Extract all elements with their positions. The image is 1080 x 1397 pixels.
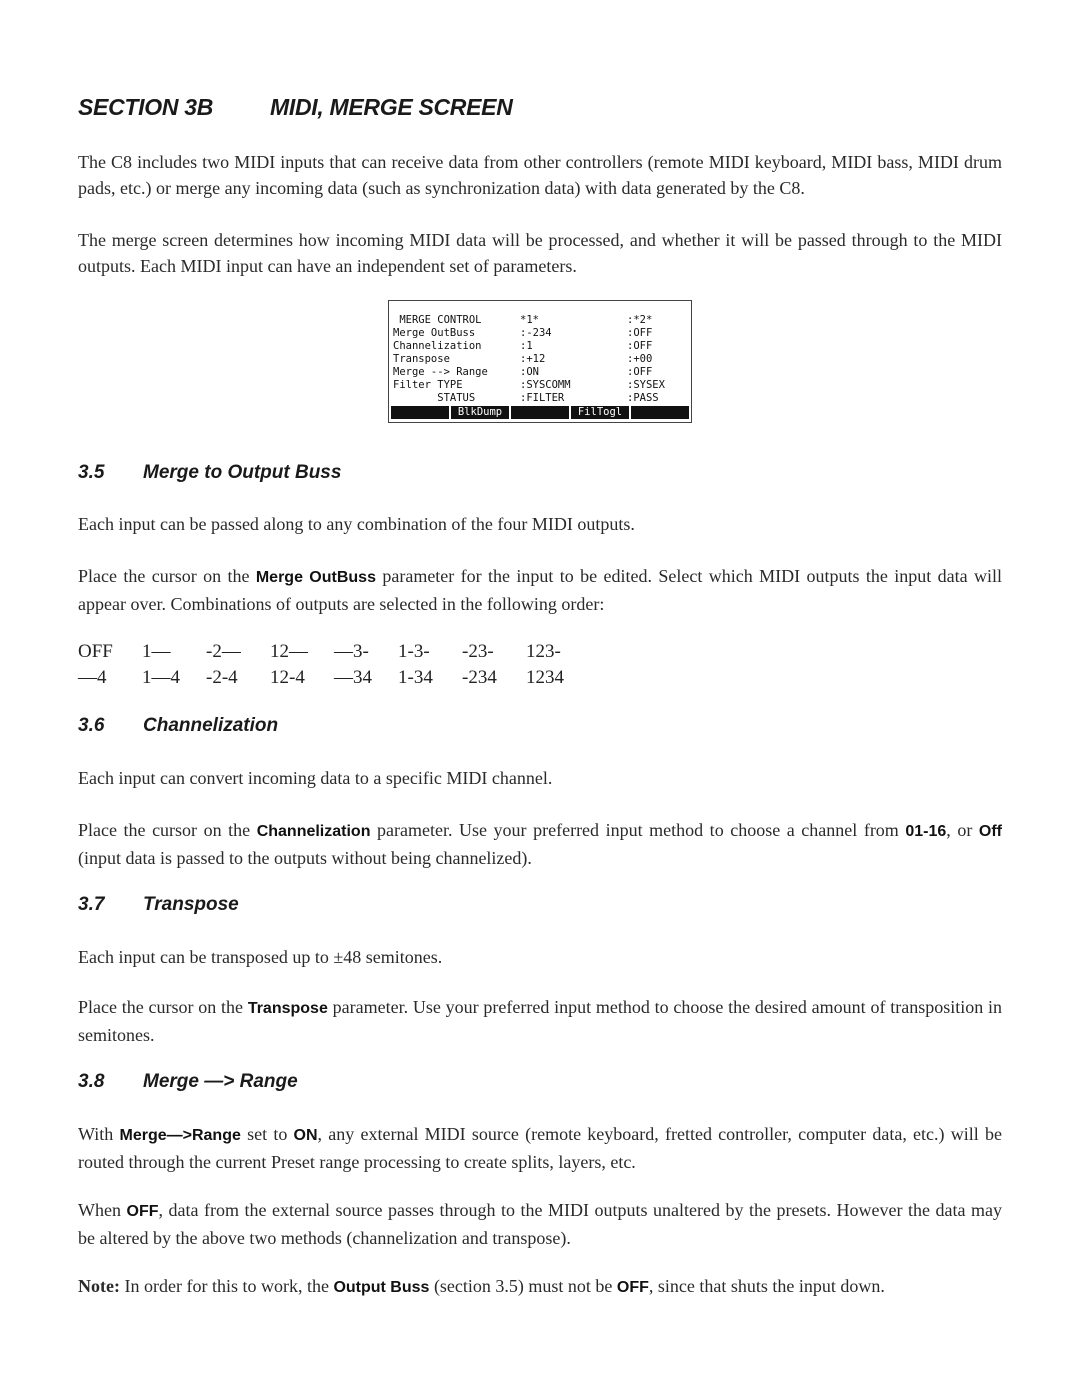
- heading-title: Transpose: [143, 894, 239, 915]
- heading-title: Merge to Output Buss: [143, 462, 342, 483]
- lcd-param-label: Filter TYPE: [393, 379, 463, 391]
- lcd-row: [393, 314, 687, 327]
- lcd-merge-screen: [388, 300, 692, 423]
- text-segment: , any external MIDI source (remote keyboard, fretted controller, computer data, etc.) will be routed through the current Preset range processing to create splits, layers, etc.: [78, 1124, 1002, 1172]
- text-segment: With: [78, 1124, 120, 1144]
- bold-term: Output Buss: [333, 1279, 430, 1296]
- bold-term: OFF: [126, 1203, 159, 1220]
- text-segment: Place the cursor on the: [78, 997, 248, 1017]
- combo-item: 1—: [142, 641, 171, 662]
- lcd-param-value: :SYSCOMM: [520, 379, 571, 391]
- output-combinations: [78, 639, 590, 691]
- lcd-param-value: :PASS: [627, 392, 659, 404]
- heading-3-7: [78, 894, 1002, 916]
- lcd-param-label: Channelization: [393, 340, 482, 352]
- bold-term: ON: [293, 1127, 318, 1144]
- text-segment: , or: [946, 820, 979, 840]
- lcd-param-value: :OFF: [627, 340, 653, 352]
- heading-3-5: [78, 462, 1002, 484]
- heading-3-6: [78, 715, 1002, 737]
- combo-item: 12-4: [270, 667, 305, 688]
- heading-number: 3.6: [78, 715, 105, 736]
- heading-title: Channelization: [143, 715, 279, 736]
- combo-item: —34: [334, 667, 372, 688]
- softkey-3[interactable]: [511, 406, 569, 419]
- heading-number: 3.7: [78, 894, 105, 915]
- intro-paragraph-1: The C8 includes two MIDI inputs that can receive data from other controllers (remote MIDI keyboard, MIDI bass, MIDI drum pads, etc.) or merge any incoming data (such as synchronization data) with data generated by the C8.: [78, 152, 1002, 198]
- combo-item: 1—4: [142, 667, 180, 688]
- s35-paragraph-2: [78, 563, 1002, 617]
- lcd-param-value: :+12: [520, 353, 546, 365]
- text-segment: , data from the external source passes through to the MIDI outputs unaltered by the presets. However the data may be altered by the above two methods (channelization and transpose).: [78, 1200, 1002, 1248]
- lcd-param-value: *1*: [520, 314, 539, 326]
- lcd-param-label: Merge --> Range: [393, 366, 488, 378]
- text-segment: Place the cursor on the: [78, 566, 256, 586]
- text-segment: , since that shuts the input down.: [648, 1276, 885, 1296]
- combo-item: —4: [78, 667, 107, 688]
- text-segment: (input data is passed to the outputs without being channelized).: [78, 848, 532, 868]
- text-segment: parameter for the input to be edited. Select which MIDI outputs the input data will appear over. Combinations of outputs are selected in the following order:: [78, 566, 1002, 614]
- bold-term: Merge OutBuss: [255, 569, 376, 586]
- combo-item: —3-: [334, 641, 369, 662]
- text-segment: parameter. Use your preferred input method to choose the desired amount of transposition in semitones.: [78, 997, 1002, 1045]
- combo-item: 123-: [526, 641, 561, 662]
- combo-item: 1234: [526, 667, 564, 688]
- text-segment: (section 3.5) must not be: [429, 1276, 617, 1296]
- text-segment: When: [78, 1200, 127, 1220]
- s37-paragraph-1: Each input can be transposed up to ±48 semitones.: [78, 947, 443, 967]
- lcd-param-value: :OFF: [627, 366, 653, 378]
- lcd-param-label: STATUS: [393, 392, 476, 404]
- lcd-row: [393, 379, 687, 392]
- section-title: [78, 94, 1002, 121]
- lcd-row: [393, 353, 687, 366]
- combo-item: 1-34: [398, 667, 433, 688]
- text-segment: set to: [240, 1124, 294, 1144]
- s38-paragraph-1: [78, 1121, 1002, 1175]
- lcd-param-value: :+00: [627, 353, 653, 365]
- lcd-row: [393, 327, 687, 340]
- softkey-filtogl[interactable]: FilTogl: [571, 406, 629, 419]
- lcd-row: [393, 366, 687, 379]
- text-segment: Place the cursor on the: [78, 820, 257, 840]
- combo-item: -23-: [462, 641, 494, 662]
- s37-paragraph-2: [78, 994, 1002, 1048]
- lcd-row: [393, 340, 687, 353]
- text-segment: parameter. Use your preferred input method to choose a channel from: [370, 820, 906, 840]
- bold-term: Merge—>Range: [119, 1127, 241, 1144]
- section-heading: MIDI, MERGE SCREEN: [270, 94, 513, 120]
- lcd-param-value: :1: [520, 340, 533, 352]
- combo-item: 12—: [270, 641, 308, 662]
- bold-term: OFF: [616, 1279, 649, 1296]
- lcd-param-value: :*2*: [627, 314, 653, 326]
- heading-number: 3.8: [78, 1071, 105, 1092]
- intro-paragraph-2: The merge screen determines how incoming MIDI data will be processed, and whether it will be passed through to the MIDI outputs. Each MIDI input can have an independent set of parameters.: [78, 230, 1002, 276]
- softkey-1[interactable]: [391, 406, 449, 419]
- bold-term: Channelization: [256, 823, 371, 840]
- lcd-param-value: :OFF: [627, 327, 653, 339]
- s38-paragraph-2: [78, 1197, 1002, 1251]
- s36-paragraph-1: Each input can convert incoming data to a specific MIDI channel.: [78, 768, 553, 788]
- combo-row: [78, 665, 590, 691]
- section-number: SECTION 3B: [78, 94, 214, 120]
- lcd-param-label: Transpose: [393, 353, 450, 365]
- combo-item: 1-3-: [398, 641, 430, 662]
- note-paragraph: [78, 1273, 1002, 1301]
- lcd-param-label: MERGE CONTROL: [393, 314, 482, 326]
- lcd-param-value: :ON: [520, 366, 539, 378]
- heading-number: 3.5: [78, 462, 105, 483]
- text-segment: In order for this to work, the: [119, 1276, 334, 1296]
- combo-item: -2—: [206, 641, 241, 662]
- bold-term: 01-16: [905, 823, 947, 840]
- bold-term: Off: [978, 823, 1002, 840]
- s35-paragraph-1: Each input can be passed along to any combination of the four MIDI outputs.: [78, 514, 635, 534]
- lcd-param-value: :FILTER: [520, 392, 565, 404]
- heading-title: Merge —> Range: [143, 1071, 298, 1092]
- lcd-row: [393, 392, 687, 405]
- note-label: Note:: [78, 1276, 120, 1296]
- lcd-param-label: Merge OutBuss: [393, 327, 476, 339]
- softkey-5[interactable]: [631, 406, 689, 419]
- combo-item: OFF: [78, 641, 113, 662]
- heading-3-8: [78, 1071, 1002, 1093]
- lcd-param-value: :SYSEX: [627, 379, 665, 391]
- lcd-softkey-bar: [391, 406, 689, 419]
- combo-row: [78, 639, 590, 665]
- bold-term: Transpose: [247, 1000, 328, 1017]
- combo-item: -234: [462, 667, 497, 688]
- combo-item: -2-4: [206, 667, 238, 688]
- s36-paragraph-2: [78, 817, 1002, 871]
- softkey-blkdump[interactable]: BlkDump: [451, 406, 509, 419]
- lcd-param-value: :-234: [520, 327, 552, 339]
